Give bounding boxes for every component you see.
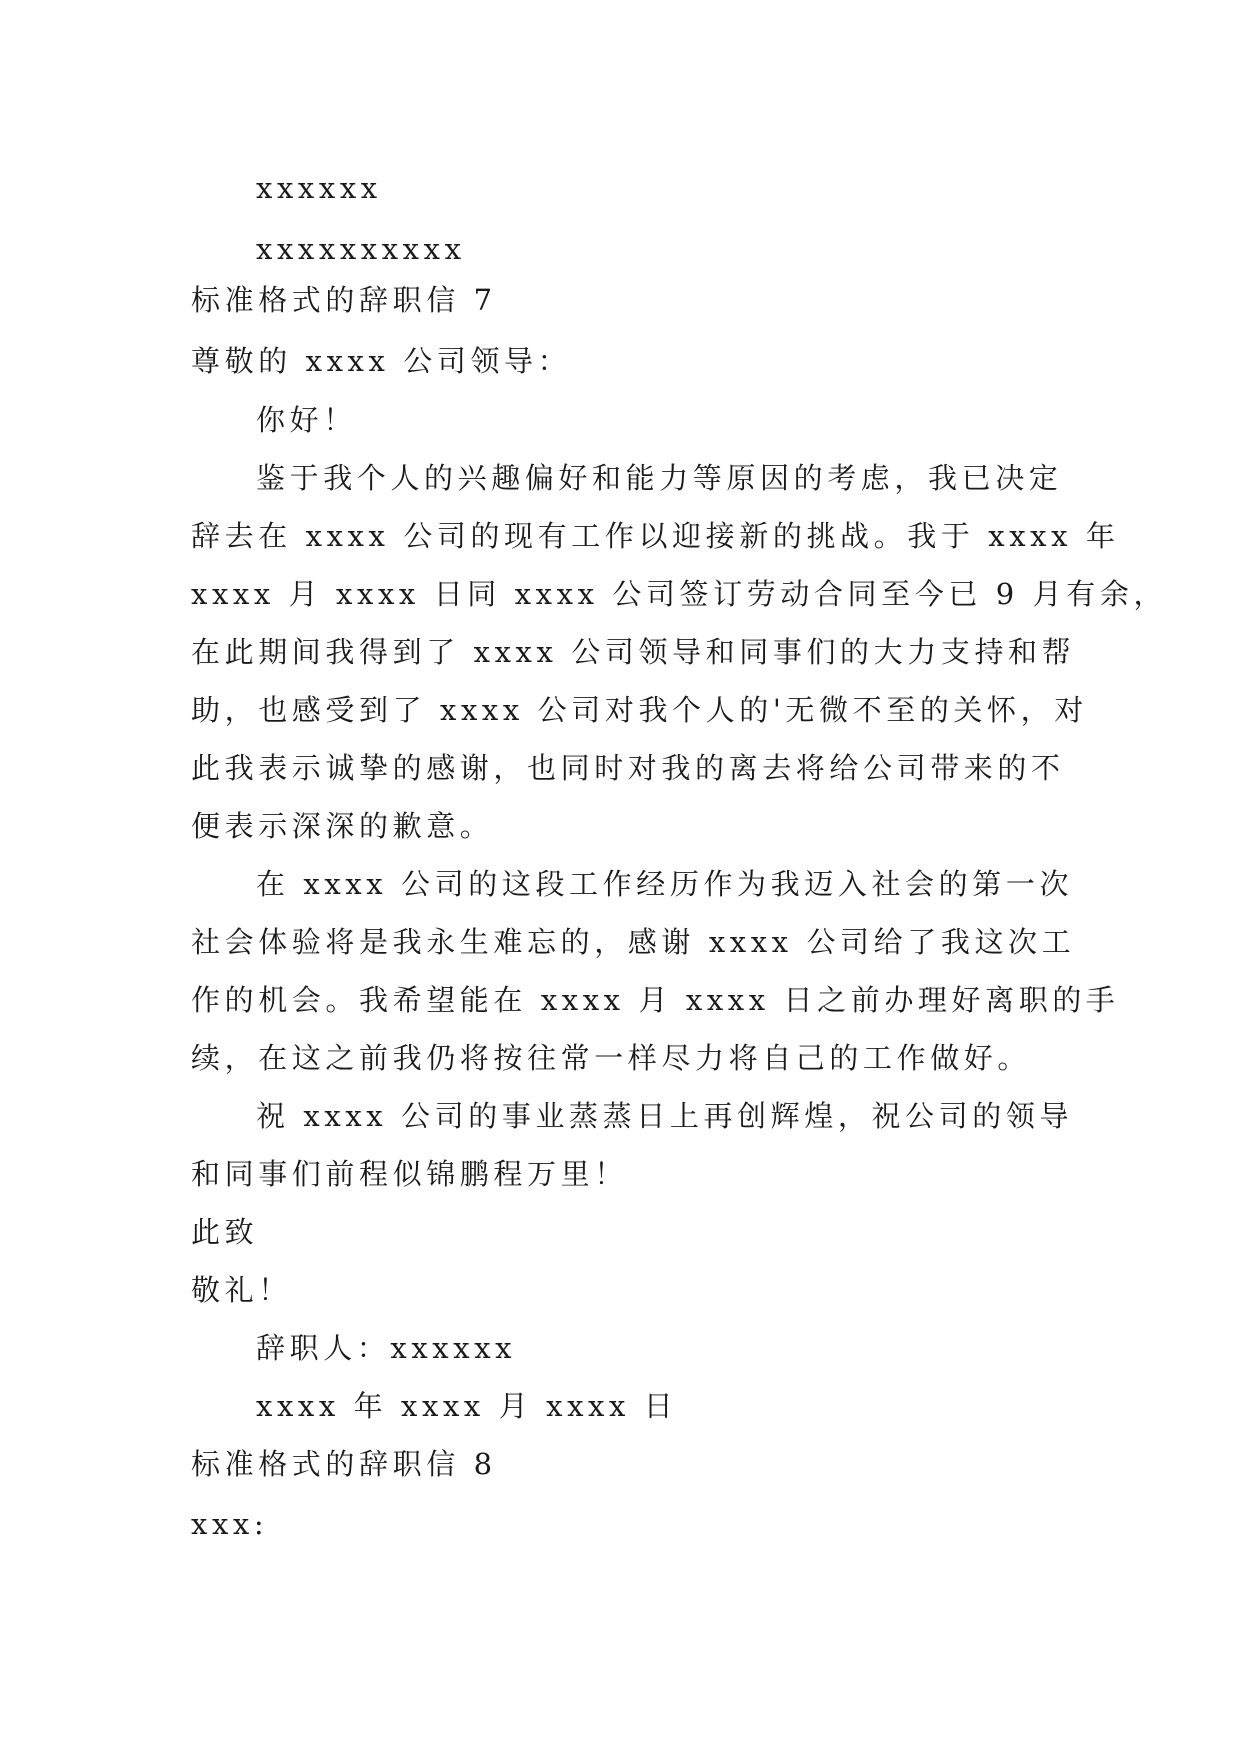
letter-7-title: 标准格式的辞职信 7	[191, 283, 497, 317]
paragraph-line: 作的机会。我希望能在 xxxx 月 xxxx 日之前办理好离职的手	[191, 983, 1120, 1017]
letter-7-greeting: 你好！	[256, 403, 357, 437]
closing-respectfully: 此致	[191, 1215, 259, 1249]
paragraph-line: 辞去在 xxxx 公司的现有工作以迎接新的挑战。我于 xxxx 年	[191, 519, 1120, 553]
paragraph-line: 鉴于我个人的兴趣偏好和能力等原因的考虑，我已决定	[256, 461, 1063, 495]
paragraph-line: 此我表示诚挚的感谢，也同时对我的离去将给公司带来的不	[191, 751, 1065, 785]
signer-line: 辞职人：xxxxxx	[256, 1331, 517, 1365]
paragraph-line: xxxx 月 xxxx 日同 xxxx 公司签订劳动合同至今已 9 月有余，	[191, 577, 1168, 611]
letter-date: xxxx 年 xxxx 月 xxxx 日	[256, 1389, 678, 1423]
letter-8-title: 标准格式的辞职信 8	[191, 1447, 497, 1481]
paragraph-line: 助，也感受到了 xxxx 公司对我个人的'无微不至的关怀，对	[191, 693, 1088, 727]
paragraph-line: 在 xxxx 公司的这段工作经历作为我迈入社会的第一次	[256, 867, 1074, 901]
paragraph-line: 和同事们前程似锦鹏程万里！	[191, 1157, 628, 1191]
signature-date: xxxxxxxxxx	[256, 232, 466, 266]
closing-salute: 敬礼！	[191, 1273, 292, 1307]
signature-name: xxxxxx	[256, 171, 382, 205]
paragraph-line: 续，在这之前我仍将按往常一样尽力将自己的工作做好。	[191, 1041, 1032, 1075]
paragraph-line: 祝 xxxx 公司的事业蒸蒸日上再创辉煌，祝公司的领导	[256, 1099, 1074, 1133]
paragraph-line: 便表示深深的歉意。	[191, 809, 494, 843]
paragraph-line: 在此期间我得到了 xxxx 公司领导和同事们的大力支持和帮	[191, 635, 1076, 669]
letter-7-salutation: 尊敬的 xxxx 公司领导：	[191, 344, 572, 378]
letter-8-salutation: xxx:	[191, 1507, 269, 1541]
paragraph-line: 社会体验将是我永生难忘的，感谢 xxxx 公司给了我这次工	[191, 925, 1076, 959]
